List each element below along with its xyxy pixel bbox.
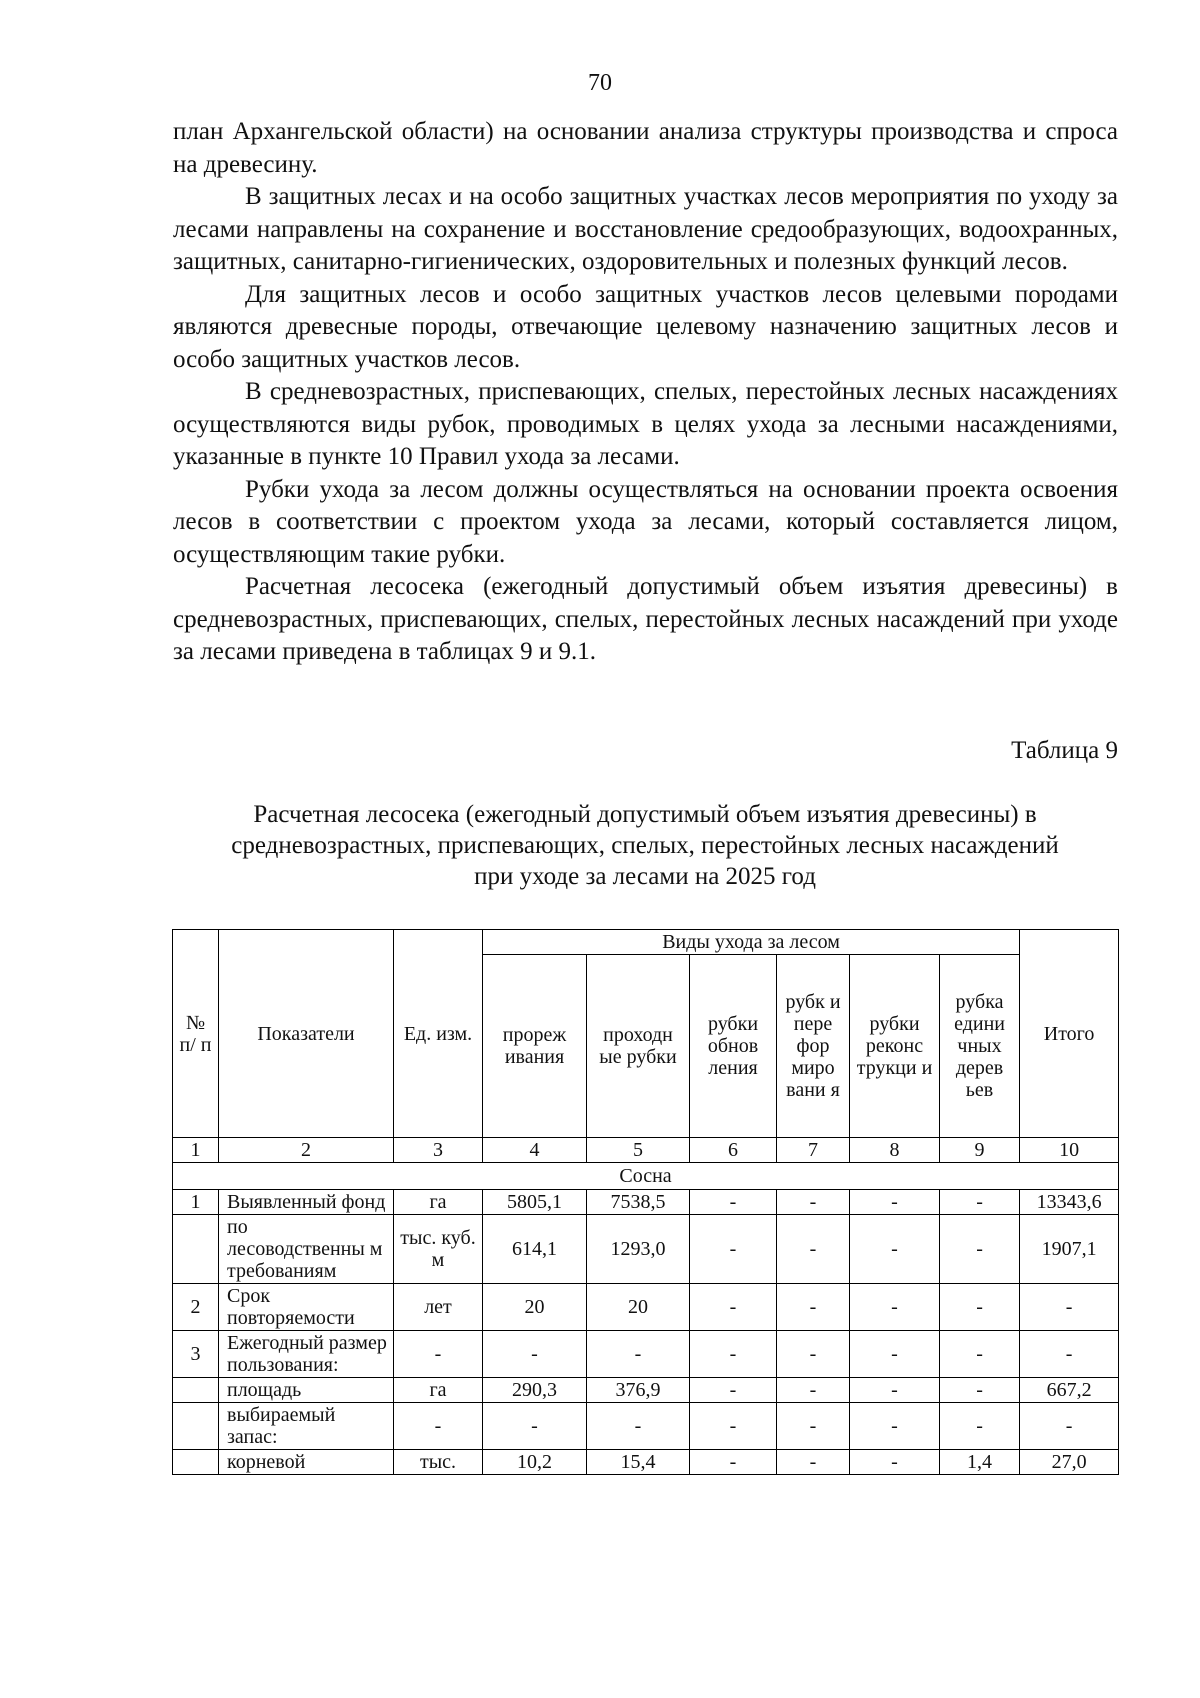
cell: -: [777, 1215, 850, 1284]
cell: -: [850, 1331, 940, 1378]
cell: -: [850, 1284, 940, 1331]
cell: 15,4: [587, 1450, 690, 1475]
row-unit: -: [394, 1403, 483, 1450]
cell: 1293,0: [587, 1215, 690, 1284]
header-type: проходн ые рубки: [587, 955, 690, 1138]
paragraph: план Архангельской области) на основании анализа структуры производства и спроса на древесину.: [173, 118, 1118, 178]
table-row: [173, 1331, 1119, 1378]
section-header: Сосна: [173, 1163, 1119, 1190]
table-row: [173, 1403, 1119, 1450]
row-unit: тыс.: [394, 1450, 483, 1475]
row-num: 2: [173, 1284, 219, 1331]
col-number: 10: [1020, 1138, 1119, 1163]
cell: -: [940, 1331, 1020, 1378]
body-text: [173, 116, 1118, 669]
row-num: [173, 1450, 219, 1475]
cell: 7538,5: [587, 1190, 690, 1215]
cell: -: [690, 1215, 777, 1284]
cell: -: [587, 1331, 690, 1378]
cell: -: [850, 1378, 940, 1403]
header-type: рубки реконс трукци и: [850, 955, 940, 1138]
cell: 376,9: [587, 1378, 690, 1403]
col-number: 8: [850, 1138, 940, 1163]
row-total: -: [1020, 1331, 1119, 1378]
cell: -: [850, 1403, 940, 1450]
cell: -: [777, 1190, 850, 1215]
data-table: [172, 929, 1119, 1475]
header-type: прореж ивания: [483, 955, 587, 1138]
row-name: по лесоводственны м требованиям: [219, 1215, 394, 1284]
cell: -: [483, 1403, 587, 1450]
row-num: [173, 1403, 219, 1450]
cell: 20: [483, 1284, 587, 1331]
cell: -: [940, 1215, 1020, 1284]
header-indicators: Показатели: [219, 930, 394, 1138]
header-type: рубки обнов ления: [690, 955, 777, 1138]
table-title-line: средневозрастных, приспевающих, спелых, перестойных лесных насаждений: [231, 832, 1059, 859]
col-number: 1: [173, 1138, 219, 1163]
col-number: 4: [483, 1138, 587, 1163]
table-row: [173, 1450, 1119, 1475]
cell: -: [777, 1378, 850, 1403]
table-row: [173, 1284, 1119, 1331]
row-total: -: [1020, 1403, 1119, 1450]
table-title-line: при уходе за лесами на 2025 год: [474, 863, 816, 890]
col-number: 5: [587, 1138, 690, 1163]
row-total: 27,0: [1020, 1450, 1119, 1475]
row-total: 667,2: [1020, 1378, 1119, 1403]
row-num: 3: [173, 1331, 219, 1378]
table-row: [173, 1190, 1119, 1215]
cell: 10,2: [483, 1450, 587, 1475]
cell: -: [777, 1331, 850, 1378]
row-name: Ежегодный размер пользования:: [219, 1331, 394, 1378]
cell: -: [940, 1378, 1020, 1403]
table-row: [173, 1378, 1119, 1403]
cell: -: [777, 1403, 850, 1450]
cell: 20: [587, 1284, 690, 1331]
row-unit: -: [394, 1331, 483, 1378]
row-name: площадь: [219, 1378, 394, 1403]
paragraph: Расчетная лесосека (ежегодный допустимый объем изъятия древесины) в средневозрастных, приспевающих, спелых, перестойных лесных насаждений при уходе за лесами приведена в таблицах 9 и 9.1.: [173, 573, 1118, 665]
row-total: 13343,6: [1020, 1190, 1119, 1215]
cell: -: [940, 1284, 1020, 1331]
header-total: Итого: [1020, 930, 1119, 1138]
cell: -: [777, 1284, 850, 1331]
paragraph: В средневозрастных, приспевающих, спелых, перестойных лесных насаждениях осуществляются виды рубок, проводимых в целях ухода за лесными насаждениями, указанные в пункте 10 Правил ухода за лесами.: [173, 378, 1118, 470]
cell: -: [690, 1378, 777, 1403]
cell: -: [690, 1190, 777, 1215]
cell: -: [690, 1403, 777, 1450]
cell: -: [850, 1215, 940, 1284]
row-name: Выявленный фонд: [219, 1190, 394, 1215]
row-total: 1907,1: [1020, 1215, 1119, 1284]
cell: 614,1: [483, 1215, 587, 1284]
cell: -: [587, 1403, 690, 1450]
page-number: 70: [588, 70, 612, 96]
col-number: 9: [940, 1138, 1020, 1163]
header-care-types: Виды ухода за лесом: [483, 930, 1020, 955]
cell: -: [940, 1403, 1020, 1450]
row-num: 1: [173, 1190, 219, 1215]
cell: -: [777, 1450, 850, 1475]
paragraph: Для защитных лесов и особо защитных участков лесов целевыми породами являются древесные породы, отвечающие целевому назначению защитных лесов и особо защитных участков лесов.: [173, 280, 1118, 373]
row-unit: тыс. куб. м: [394, 1215, 483, 1284]
header-type: рубк и пере фор миро вани я: [777, 955, 850, 1138]
cell: -: [850, 1450, 940, 1475]
row-unit: лет: [394, 1284, 483, 1331]
cell: 5805,1: [483, 1190, 587, 1215]
cell: -: [690, 1284, 777, 1331]
cell: 290,3: [483, 1378, 587, 1403]
row-num: [173, 1378, 219, 1403]
row-name: корневой: [219, 1450, 394, 1475]
header-type: рубка едини чных дерев ьев: [940, 955, 1020, 1138]
col-number: 3: [394, 1138, 483, 1163]
header-num: № п/ п: [173, 930, 219, 1138]
row-total: -: [1020, 1284, 1119, 1331]
row-num: [173, 1215, 219, 1284]
column-number-row: [173, 1138, 1119, 1163]
col-number: 7: [777, 1138, 850, 1163]
cell: -: [483, 1331, 587, 1378]
header-unit: Ед. изм.: [394, 930, 483, 1138]
table-label: Таблица 9: [1011, 737, 1118, 764]
table-title-line: Расчетная лесосека (ежегодный допустимый объем изъятия древесины) в: [253, 801, 1037, 828]
paragraph: В защитных лесах и на особо защитных участках лесов мероприятия по уходу за лесами направлены на сохранение и восстановление средообразующих, водоохранных, защитных, санитарно-гигиенических, оздоровительных и полезных функций лесов.: [173, 183, 1118, 275]
cell: -: [940, 1190, 1020, 1215]
row-unit: га: [394, 1378, 483, 1403]
cell: -: [690, 1450, 777, 1475]
cell: -: [690, 1331, 777, 1378]
row-unit: га: [394, 1190, 483, 1215]
cell: 1,4: [940, 1450, 1020, 1475]
paragraph: Рубки ухода за лесом должны осуществляться на основании проекта освоения лесов в соответствии с проектом ухода за лесами, который составляется лицом, осуществляющим такие рубки.: [173, 475, 1118, 568]
row-name: выбираемый запас:: [219, 1403, 394, 1450]
cell: -: [850, 1190, 940, 1215]
row-name: Срок повторяемости: [219, 1284, 394, 1331]
col-number: 6: [690, 1138, 777, 1163]
table-row: [173, 1215, 1119, 1284]
table-title: [150, 799, 1140, 892]
col-number: 2: [219, 1138, 394, 1163]
